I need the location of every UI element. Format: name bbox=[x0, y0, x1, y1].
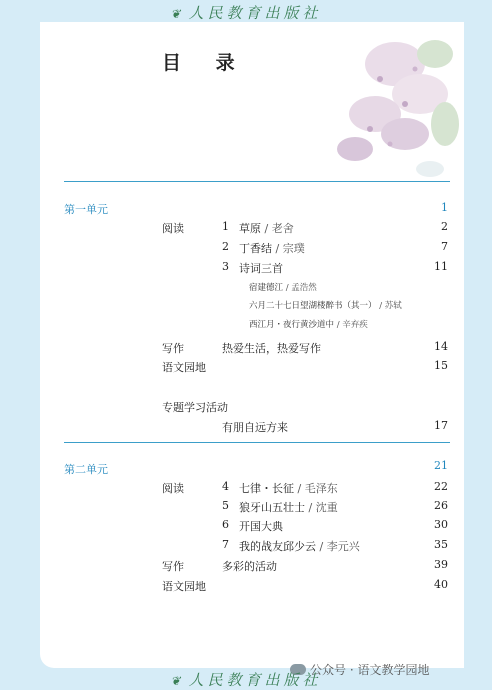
garden-label: 语文园地 bbox=[162, 580, 206, 593]
lesson-separator: / bbox=[316, 540, 327, 553]
lesson-number: 1 bbox=[222, 220, 229, 233]
poem-title: 六月二十七日望湖楼醉书（其一） bbox=[249, 301, 377, 311]
garden-page: 15 bbox=[434, 359, 448, 372]
special-activity-title: 有朋自远方来 bbox=[222, 421, 288, 434]
poem-title: 西江月・夜行黄沙道中 bbox=[249, 320, 335, 330]
writing-page: 39 bbox=[434, 558, 448, 571]
leaf-icon: ❦ bbox=[170, 674, 185, 688]
lesson-entry bbox=[239, 499, 338, 515]
lesson-title: 开国大典 bbox=[239, 520, 283, 533]
lesson-page: 2 bbox=[441, 220, 448, 233]
reading-label: 阅读 bbox=[162, 222, 184, 235]
unit-divider bbox=[64, 442, 450, 443]
lesson-number: 7 bbox=[222, 538, 229, 551]
lesson-number: 4 bbox=[222, 480, 229, 493]
lesson-page: 7 bbox=[441, 240, 448, 253]
lesson-separator: / bbox=[294, 482, 305, 495]
publisher-footer bbox=[0, 669, 492, 690]
garden-page: 40 bbox=[434, 578, 448, 591]
lesson-author: 宗璞 bbox=[282, 242, 305, 255]
publisher-name: 人民教育出版社 bbox=[188, 4, 322, 22]
leaf-icon: ❦ bbox=[170, 7, 185, 21]
lesson-entry bbox=[239, 260, 283, 276]
special-activity-label: 专题学习活动 bbox=[162, 401, 228, 414]
poem-entry: 西江月・夜行黄沙道中 / 辛弃疾 bbox=[249, 320, 368, 330]
lesson-page: 30 bbox=[434, 518, 448, 531]
lesson-entry bbox=[239, 518, 283, 534]
writing-page: 14 bbox=[434, 340, 448, 353]
poem-entry: 宿建德江 / 孟浩然 bbox=[249, 283, 317, 293]
lesson-number: 5 bbox=[222, 499, 229, 512]
poem-author: 辛弃疾 bbox=[342, 320, 368, 330]
writing-label: 写作 bbox=[162, 560, 184, 573]
unit-2-label: 第二单元 bbox=[64, 463, 108, 476]
lesson-page: 22 bbox=[434, 480, 448, 493]
writing-label: 写作 bbox=[162, 342, 184, 355]
lesson-author: 沈重 bbox=[315, 501, 338, 514]
writing-title: 热爱生活，热爱写作 bbox=[222, 342, 321, 355]
lesson-title: 七律・长征 bbox=[239, 482, 294, 495]
unit-1-label: 第一单元 bbox=[64, 203, 108, 216]
lesson-title: 丁香结 bbox=[239, 242, 272, 255]
lesson-separator: / bbox=[305, 501, 316, 514]
page-title: 目 录 bbox=[162, 52, 249, 74]
lesson-entry bbox=[239, 240, 305, 256]
lesson-title: 诗词三首 bbox=[239, 262, 283, 275]
poem-author: 苏轼 bbox=[384, 301, 402, 311]
poem-entry: 六月二十七日望湖楼醉书（其一） / 苏轼 bbox=[249, 301, 402, 311]
unit-2-page: 21 bbox=[434, 459, 448, 472]
publisher-header bbox=[0, 2, 492, 23]
lesson-title: 我的战友邱少云 bbox=[239, 540, 316, 553]
garden-label: 语文园地 bbox=[162, 361, 206, 374]
lesson-author: 毛泽东 bbox=[304, 482, 338, 495]
lesson-title: 草原 bbox=[239, 222, 261, 235]
lilac-illustration-icon bbox=[335, 24, 465, 184]
poem-title: 宿建德江 bbox=[249, 283, 284, 293]
lesson-entry bbox=[239, 480, 338, 496]
lesson-author: 老舍 bbox=[271, 222, 294, 235]
lesson-page: 35 bbox=[434, 538, 448, 551]
lesson-entry bbox=[239, 538, 360, 554]
lesson-page: 26 bbox=[434, 499, 448, 512]
publisher-name: 人民教育出版社 bbox=[188, 671, 322, 689]
lesson-number: 6 bbox=[222, 518, 229, 531]
lesson-separator: / bbox=[261, 222, 272, 235]
lesson-author: 李元兴 bbox=[326, 540, 360, 553]
lesson-separator: / bbox=[272, 242, 283, 255]
lesson-entry bbox=[239, 220, 294, 236]
lesson-number: 2 bbox=[222, 240, 229, 253]
writing-title: 多彩的活动 bbox=[222, 560, 277, 573]
lesson-title: 狼牙山五壮士 bbox=[239, 501, 305, 514]
special-activity-page: 17 bbox=[434, 419, 448, 432]
lesson-page: 11 bbox=[434, 260, 448, 273]
poem-author: 孟浩然 bbox=[291, 283, 317, 293]
reading-label: 阅读 bbox=[162, 482, 184, 495]
watermark-text: 公众号 · 语文教学园地 bbox=[310, 663, 430, 677]
unit-1-page: 1 bbox=[441, 201, 448, 214]
lesson-number: 3 bbox=[222, 260, 229, 273]
unit-divider bbox=[64, 181, 450, 182]
